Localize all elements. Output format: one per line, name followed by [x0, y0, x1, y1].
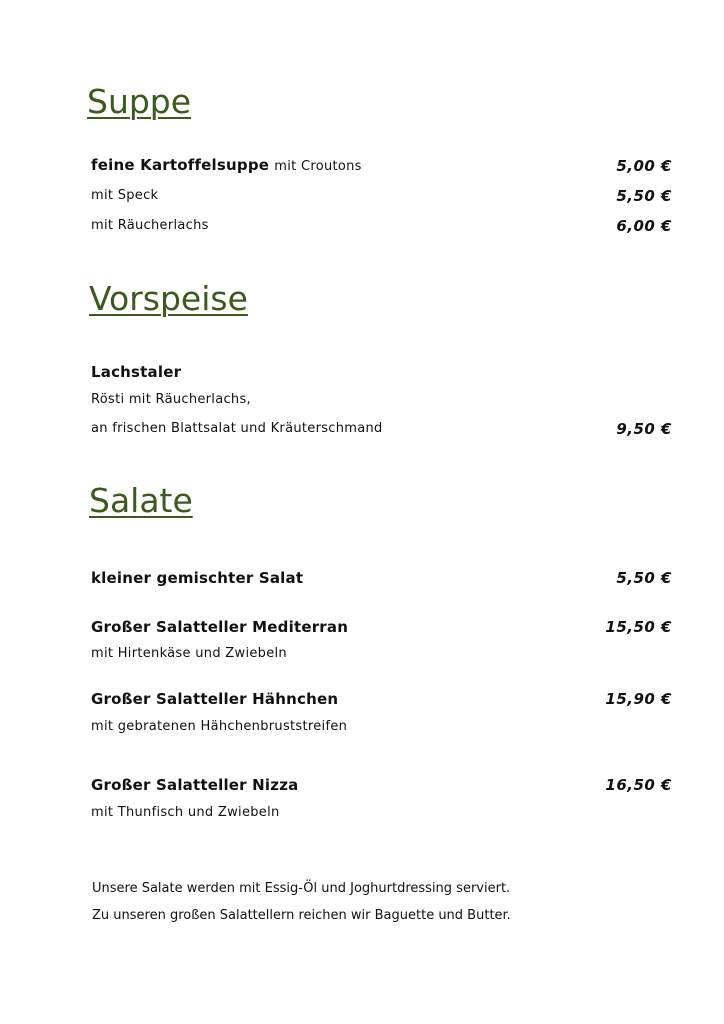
- item-price: 5,00 €: [616, 157, 672, 175]
- menu-item: [91, 186, 672, 206]
- item-name: Großer Salatteller Hähnchen: [91, 690, 339, 708]
- section-heading-suppe: Suppe: [87, 82, 192, 121]
- item-price: 15,90 €: [605, 690, 672, 708]
- item-description: Rösti mit Räucherlachs,: [91, 392, 251, 407]
- menu-item: [91, 156, 672, 176]
- menu-item: [91, 717, 672, 737]
- item-name: Großer Salatteller Nizza: [91, 776, 299, 794]
- item-description: an frischen Blattsalat und Kräuterschmand: [91, 421, 383, 436]
- item-price: 15,50 €: [605, 618, 672, 636]
- menu-item: [91, 775, 672, 795]
- menu-item: [91, 617, 672, 637]
- item-price: 9,50 €: [616, 420, 672, 438]
- item-description: mit Croutons: [274, 159, 362, 174]
- item-description: mit gebratenen Hähchenbruststreifen: [91, 719, 348, 734]
- item-price: 6,00 €: [616, 217, 672, 235]
- item-description: mit Räucherlachs: [91, 218, 209, 233]
- menu-item: [91, 689, 672, 709]
- item-price: 16,50 €: [605, 776, 672, 794]
- footnote: Zu unseren großen Salattellern reichen wir Baguette und Butter.: [92, 908, 511, 923]
- menu-item: [91, 216, 672, 236]
- item-description: mit Thunfisch und Zwiebeln: [91, 805, 280, 820]
- section-heading-vorspeise: Vorspeise: [89, 279, 248, 318]
- item-name: kleiner gemischter Salat: [91, 569, 304, 587]
- menu-item: [91, 390, 672, 410]
- footnote: Unsere Salate werden mit Essig-Öl und Joghurtdressing serviert.: [92, 881, 511, 896]
- menu-item: [91, 644, 672, 664]
- menu-item: [91, 419, 672, 439]
- item-name: feine Kartoffelsuppe: [91, 156, 270, 174]
- item-price: 5,50 €: [616, 187, 672, 205]
- item-price: 5,50 €: [616, 569, 672, 587]
- menu-item: [91, 803, 672, 823]
- section-heading-salate: Salate: [89, 481, 193, 520]
- menu-item: [91, 362, 672, 382]
- item-name: Lachstaler: [91, 363, 182, 381]
- item-name: Großer Salatteller Mediterran: [91, 618, 349, 636]
- item-description: mit Hirtenkäse und Zwiebeln: [91, 646, 287, 661]
- menu-item: [91, 568, 672, 588]
- item-description: mit Speck: [91, 188, 159, 203]
